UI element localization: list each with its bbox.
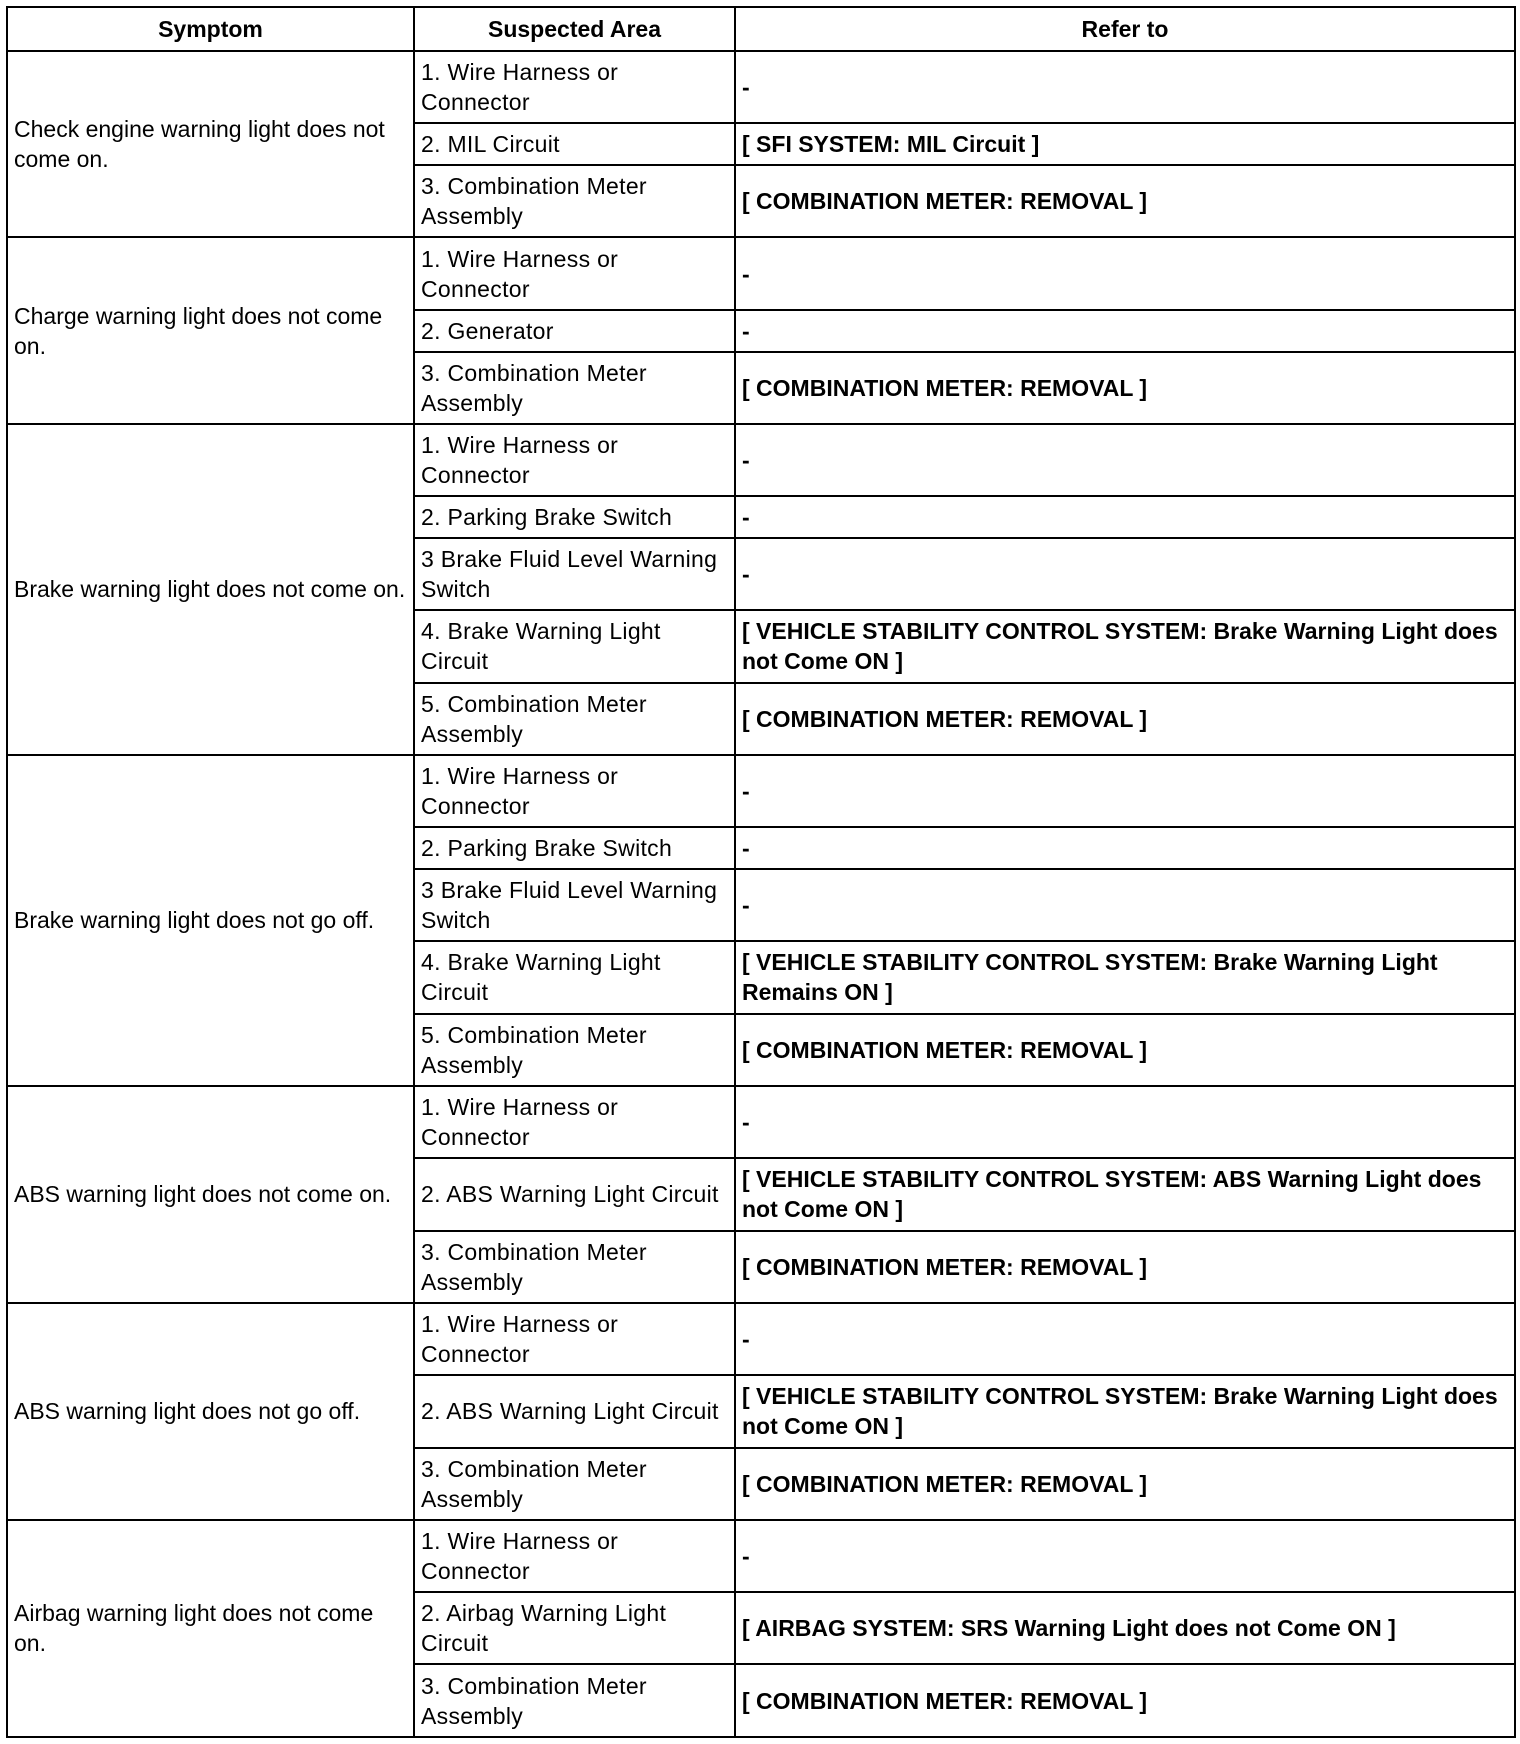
suspected-area-cell: 1. Wire Harness or Connector bbox=[414, 1520, 735, 1592]
suspected-area-cell: 2. Generator bbox=[414, 310, 735, 352]
suspected-area-cell: 2. Parking Brake Switch bbox=[414, 496, 735, 538]
table-body bbox=[7, 51, 1515, 1737]
suspected-area-cell: 2. ABS Warning Light Circuit bbox=[414, 1158, 735, 1230]
suspected-area-cell: 3. Combination Meter Assembly bbox=[414, 352, 735, 424]
refer-to-cell: [ COMBINATION METER: REMOVAL ] bbox=[735, 1014, 1515, 1086]
table-row bbox=[7, 1086, 1515, 1158]
suspected-area-cell: 5. Combination Meter Assembly bbox=[414, 683, 735, 755]
symptom-cell: ABS warning light does not come on. bbox=[7, 1086, 414, 1303]
suspected-area-cell: 5. Combination Meter Assembly bbox=[414, 1014, 735, 1086]
refer-to-cell: - bbox=[735, 496, 1515, 538]
suspected-area-cell: 2. Parking Brake Switch bbox=[414, 827, 735, 869]
table-header bbox=[7, 7, 1515, 51]
table-row bbox=[7, 1303, 1515, 1375]
suspected-area-cell: 1. Wire Harness or Connector bbox=[414, 51, 735, 123]
symptom-cell: Charge warning light does not come on. bbox=[7, 237, 414, 423]
refer-to-cell: [ VEHICLE STABILITY CONTROL SYSTEM: Brake Warning Light does not Come ON ] bbox=[735, 610, 1515, 682]
suspected-area-cell: 1. Wire Harness or Connector bbox=[414, 237, 735, 309]
symptom-cell: ABS warning light does not go off. bbox=[7, 1303, 414, 1520]
refer-to-cell: [ COMBINATION METER: REMOVAL ] bbox=[735, 1448, 1515, 1520]
refer-to-cell: - bbox=[735, 237, 1515, 309]
diagnostic-table bbox=[6, 6, 1516, 1738]
symptom-cell: Check engine warning light does not come on. bbox=[7, 51, 414, 237]
refer-to-cell: - bbox=[735, 1303, 1515, 1375]
refer-to-cell: [ COMBINATION METER: REMOVAL ] bbox=[735, 165, 1515, 237]
refer-to-cell: [ VEHICLE STABILITY CONTROL SYSTEM: ABS Warning Light does not Come ON ] bbox=[735, 1158, 1515, 1230]
suspected-area-cell: 3 Brake Fluid Level Warning Switch bbox=[414, 869, 735, 941]
header-suspected-area: Suspected Area bbox=[414, 7, 735, 51]
suspected-area-cell: 1. Wire Harness or Connector bbox=[414, 424, 735, 496]
refer-to-cell: - bbox=[735, 827, 1515, 869]
suspected-area-cell: 1. Wire Harness or Connector bbox=[414, 755, 735, 827]
refer-to-cell: - bbox=[735, 538, 1515, 610]
refer-to-cell: [ SFI SYSTEM: MIL Circuit ] bbox=[735, 123, 1515, 165]
suspected-area-cell: 1. Wire Harness or Connector bbox=[414, 1303, 735, 1375]
refer-to-cell: [ AIRBAG SYSTEM: SRS Warning Light does not Come ON ] bbox=[735, 1592, 1515, 1664]
header-row bbox=[7, 7, 1515, 51]
table-row bbox=[7, 237, 1515, 309]
refer-to-cell: [ COMBINATION METER: REMOVAL ] bbox=[735, 1231, 1515, 1303]
suspected-area-cell: 3. Combination Meter Assembly bbox=[414, 1448, 735, 1520]
refer-to-cell: - bbox=[735, 310, 1515, 352]
refer-to-cell: [ COMBINATION METER: REMOVAL ] bbox=[735, 1664, 1515, 1737]
suspected-area-cell: 4. Brake Warning Light Circuit bbox=[414, 941, 735, 1013]
refer-to-cell: [ VEHICLE STABILITY CONTROL SYSTEM: Brake Warning Light Remains ON ] bbox=[735, 941, 1515, 1013]
table-row bbox=[7, 51, 1515, 123]
table-row bbox=[7, 1520, 1515, 1592]
refer-to-cell: - bbox=[735, 869, 1515, 941]
refer-to-cell: - bbox=[735, 1520, 1515, 1592]
suspected-area-cell: 2. ABS Warning Light Circuit bbox=[414, 1375, 735, 1447]
refer-to-cell: [ VEHICLE STABILITY CONTROL SYSTEM: Brake Warning Light does not Come ON ] bbox=[735, 1375, 1515, 1447]
header-symptom: Symptom bbox=[7, 7, 414, 51]
refer-to-cell: - bbox=[735, 424, 1515, 496]
symptom-cell: Brake warning light does not come on. bbox=[7, 424, 414, 755]
suspected-area-cell: 2. Airbag Warning Light Circuit bbox=[414, 1592, 735, 1664]
table-row bbox=[7, 424, 1515, 496]
suspected-area-cell: 1. Wire Harness or Connector bbox=[414, 1086, 735, 1158]
suspected-area-cell: 3. Combination Meter Assembly bbox=[414, 1231, 735, 1303]
refer-to-cell: - bbox=[735, 755, 1515, 827]
header-refer-to: Refer to bbox=[735, 7, 1515, 51]
table-row bbox=[7, 755, 1515, 827]
refer-to-cell: - bbox=[735, 51, 1515, 123]
refer-to-cell: [ COMBINATION METER: REMOVAL ] bbox=[735, 683, 1515, 755]
suspected-area-cell: 3. Combination Meter Assembly bbox=[414, 1664, 735, 1737]
suspected-area-cell: 3 Brake Fluid Level Warning Switch bbox=[414, 538, 735, 610]
symptom-cell: Airbag warning light does not come on. bbox=[7, 1520, 414, 1737]
suspected-area-cell: 3. Combination Meter Assembly bbox=[414, 165, 735, 237]
symptom-cell: Brake warning light does not go off. bbox=[7, 755, 414, 1086]
refer-to-cell: - bbox=[735, 1086, 1515, 1158]
suspected-area-cell: 4. Brake Warning Light Circuit bbox=[414, 610, 735, 682]
refer-to-cell: [ COMBINATION METER: REMOVAL ] bbox=[735, 352, 1515, 424]
suspected-area-cell: 2. MIL Circuit bbox=[414, 123, 735, 165]
